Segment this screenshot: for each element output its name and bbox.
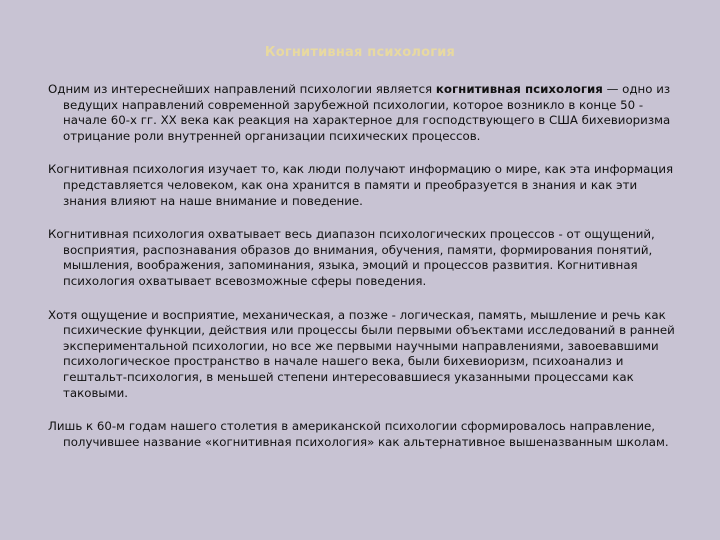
paragraph-intro-rest: — одно из ведущих направлений современной зарубежной психологии, которое возникло в конце 50 - начале 60-х гг. XX века как реакция на характерное для господствующего в США бихевиоризма отрицание роли внутренней организации психических процессов.	[63, 82, 671, 143]
slide-body	[48, 82, 680, 468]
paragraph-scope: Когнитивная психология охватывает весь диапазон психологических процессов - от ощущений, восприятия, распознавания образов до внимания, обучения, памяти, формирования понятий, мышления, воображения, запоминания, языка, эмоций и процессов развития. Когнитивная психология охватывает всевозможные сферы поведения.	[48, 227, 655, 288]
paragraph-emergence: Лишь к 60-м годам нашего столетия в американской психологии сформировалось направление, получившее название «когнитивная психология» как альтернативное вышеназванным школам.	[48, 419, 669, 449]
paragraph-definition: Когнитивная психология изучает то, как люди получают информацию о мире, как эта информация представляется человеком, как она хранится в памяти и преобразуется в знания и как эти знания влияют на наше внимание и поведение.	[48, 162, 674, 208]
paragraph-intro	[48, 82, 680, 144]
slide-title: Когнитивная психология	[264, 45, 456, 60]
paragraph-intro-lead: Одним из интереснейших направлений психологии является	[48, 82, 436, 96]
paragraph-history: Хотя ощущение и восприятие, механическая, а позже - логическая, память, мышление и речь как психические функции, действия или процессы были первыми объектами исследований в ранней экспериментальной психологии, но все же первыми научными направлениями, завоевавшими психологическое пространство в начале нашего века, были бихевиоризм, психоанализ и гештальт-психология, в меньшей степени интересовавшиеся указанными процессами как таковыми.	[48, 307, 675, 400]
highlighted-term: когнитивная психология	[435, 82, 603, 96]
